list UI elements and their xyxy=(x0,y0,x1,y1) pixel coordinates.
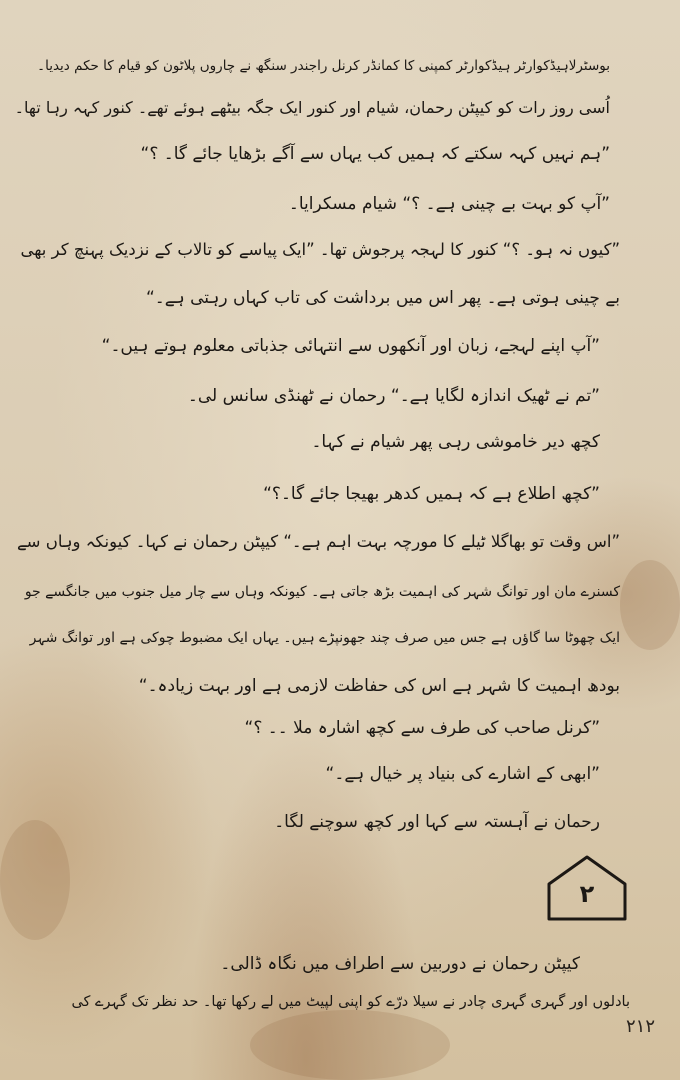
text-line: کسنرے مان اور توانگ شہر کی اہمیت بڑھ جاتی ہے۔ کیونکہ وہاں سے چار میل جنوب میں جانگسے جو xyxy=(24,584,620,600)
text-line: ”آپ کو بہت بے چینی ہے۔ ؟“ شیام مسکرایا۔ xyxy=(288,194,610,214)
paper-stain xyxy=(250,1010,450,1080)
section-number: ۲ xyxy=(579,880,595,908)
text-line: بادلوں اور گہری گہری چادر نے سیلا درّے کو اپنی لپیٹ میں لے رکھا تھا۔ حد نظر تک گہرے کی xyxy=(71,994,630,1010)
text-line: ”ابھی کے اشارے کی بنیاد پر خیال ہے۔“ xyxy=(325,764,600,784)
text-line: ایک چھوٹا سا گاؤں ہے جس میں صرف چند جھونپڑے ہیں۔ یہاں ایک مضبوط چوکی ہے اور توانگ شہر xyxy=(29,630,620,646)
page-number: ۲۱۲ xyxy=(626,1016,656,1037)
text-line: ”کرنل صاحب کی طرف سے کچھ اشارہ ملا ۔۔ ؟“ xyxy=(244,718,600,738)
paper-stain xyxy=(620,560,680,650)
text-line: بوسٹرلاہیڈکوارٹر ہیڈکوارٹر کمپنی کا کمانڈر کرنل راجندر سنگھ نے چاروں پلاٹون کو قیام کا حکم دیدیا۔ xyxy=(37,58,610,74)
text-line: ”تم نے ٹھیک اندازہ لگایا ہے۔“ رحمان نے ٹھنڈی سانس لی۔ xyxy=(187,386,600,406)
text-line: ”کیوں نہ ہو۔ ؟“ کنور کا لہجہ پرجوش تھا۔ ”ایک پیاسے کو تالاب کے نزدیک پہنچ کر بھی xyxy=(20,240,620,259)
text-line: رحمان نے آہستہ سے کہا اور کچھ سوچنے لگا۔ xyxy=(274,812,600,832)
text-line: کیپٹن رحمان نے دوربین سے اطراف میں نگاہ ڈالی۔ xyxy=(220,954,580,974)
text-line: بودھ اہمیت کا شہر ہے اس کی حفاظت لازمی ہے اور بہت زیادہ۔“ xyxy=(138,676,620,696)
paper-stain xyxy=(0,820,70,940)
section-number-badge xyxy=(546,852,628,922)
text-line: ”کچھ اطلاع ہے کہ ہمیں کدھر بھیجا جائے گا۔؟“ xyxy=(263,484,600,504)
text-line: ”آپ اپنے لہجے، زبان اور آنکھوں سے انتہائی جذباتی معلوم ہوتے ہیں۔“ xyxy=(101,336,600,356)
text-line: ”اس وقت تو بھاگلا ٹیلے کا مورچہ بہت اہم ہے۔“ کیپٹن رحمان نے کہا۔ کیونکہ وہاں سے xyxy=(16,532,620,551)
text-line: اُسی روز رات کو کیپٹن رحمان، شیام اور کنور ایک جگہ بیٹھے ہوئے تھے۔ کنور کہہ رہا تھا۔ xyxy=(14,98,610,117)
text-line: ”ہم نہیں کہہ سکتے کہ ہمیں کب یہاں سے آگے بڑھایا جائے گا۔ ؟“ xyxy=(140,144,610,164)
text-line: کچھ دیر خاموشی رہی پھر شیام نے کہا۔ xyxy=(311,432,600,452)
text-line: بے چینی ہوتی ہے۔ پھر اس میں برداشت کی تاب کہاں رہتی ہے۔“ xyxy=(146,288,620,308)
